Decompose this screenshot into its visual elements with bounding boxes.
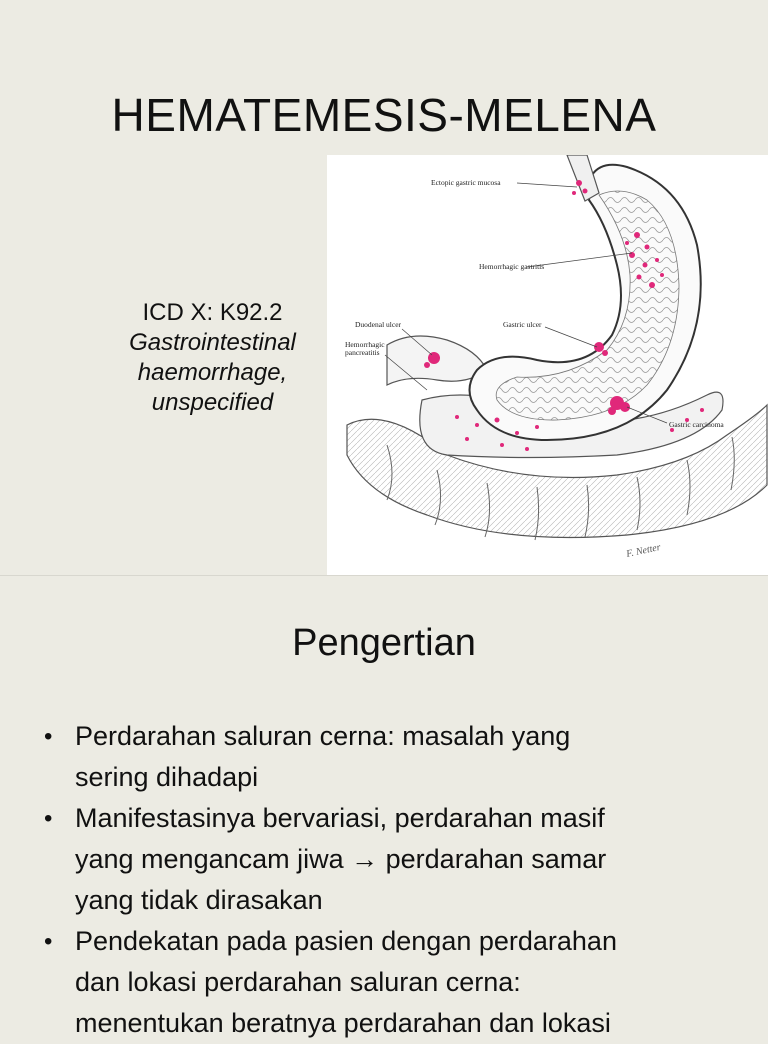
bullet-line: Perdarahan saluran cerna: masalah yang [75,721,571,751]
bullet-dot: • [44,723,53,750]
bullet-dot: • [44,805,53,832]
bullet-line: yang mengancam jiwa → perdarahan samar [75,844,607,874]
label-duodenal-ulcer: Duodenal ulcer [355,320,402,329]
section-title: Pengertian [292,622,476,664]
bullet-line: dan lokasi perdarahan saluran cerna: [75,967,521,997]
stomach-illustration [327,155,768,576]
bullet-line: Manifestasinya bervariasi, perdarahan masif [75,803,605,833]
icd-block [100,298,325,418]
bullet-line: yang tidak dirasakan [75,885,323,915]
slide-title: HEMATEMESIS-MELENA [111,89,657,141]
label-gastric-carcinoma: Gastric carcinoma [669,420,724,429]
artist-signature: F. Netter [625,541,662,560]
slide-2 [0,576,768,1038]
label-hemorrhagic-gastritis: Hemorrhagic gastritis [479,262,545,271]
icd-code: ICD X: K92.2 [142,299,283,326]
bullet-item [42,716,742,798]
bullet-item [42,921,742,1044]
bullet-line: sering dihadapi [75,762,259,792]
label-gastric-ulcer: Gastric ulcer [503,320,542,329]
stomach [470,155,701,440]
label-hemorrhagic: Hemorrhagic [345,340,385,349]
bullet-line: menentukan beratnya perdarahan dan lokasi [75,1008,611,1038]
label-pancreatitis: pancreatitis [345,348,380,357]
bullet-dot: • [44,928,53,955]
bullet-line: Pendekatan pada pasien dengan perdarahan [75,926,617,956]
label-ectopic-gastric-mucosa: Ectopic gastric mucosa [431,178,501,187]
icd-description: Gastrointestinal haemorrhage, unspecified [129,329,296,416]
bullet-item [42,798,742,921]
stomach-drawing [327,155,768,576]
bullet-list [42,716,742,1044]
